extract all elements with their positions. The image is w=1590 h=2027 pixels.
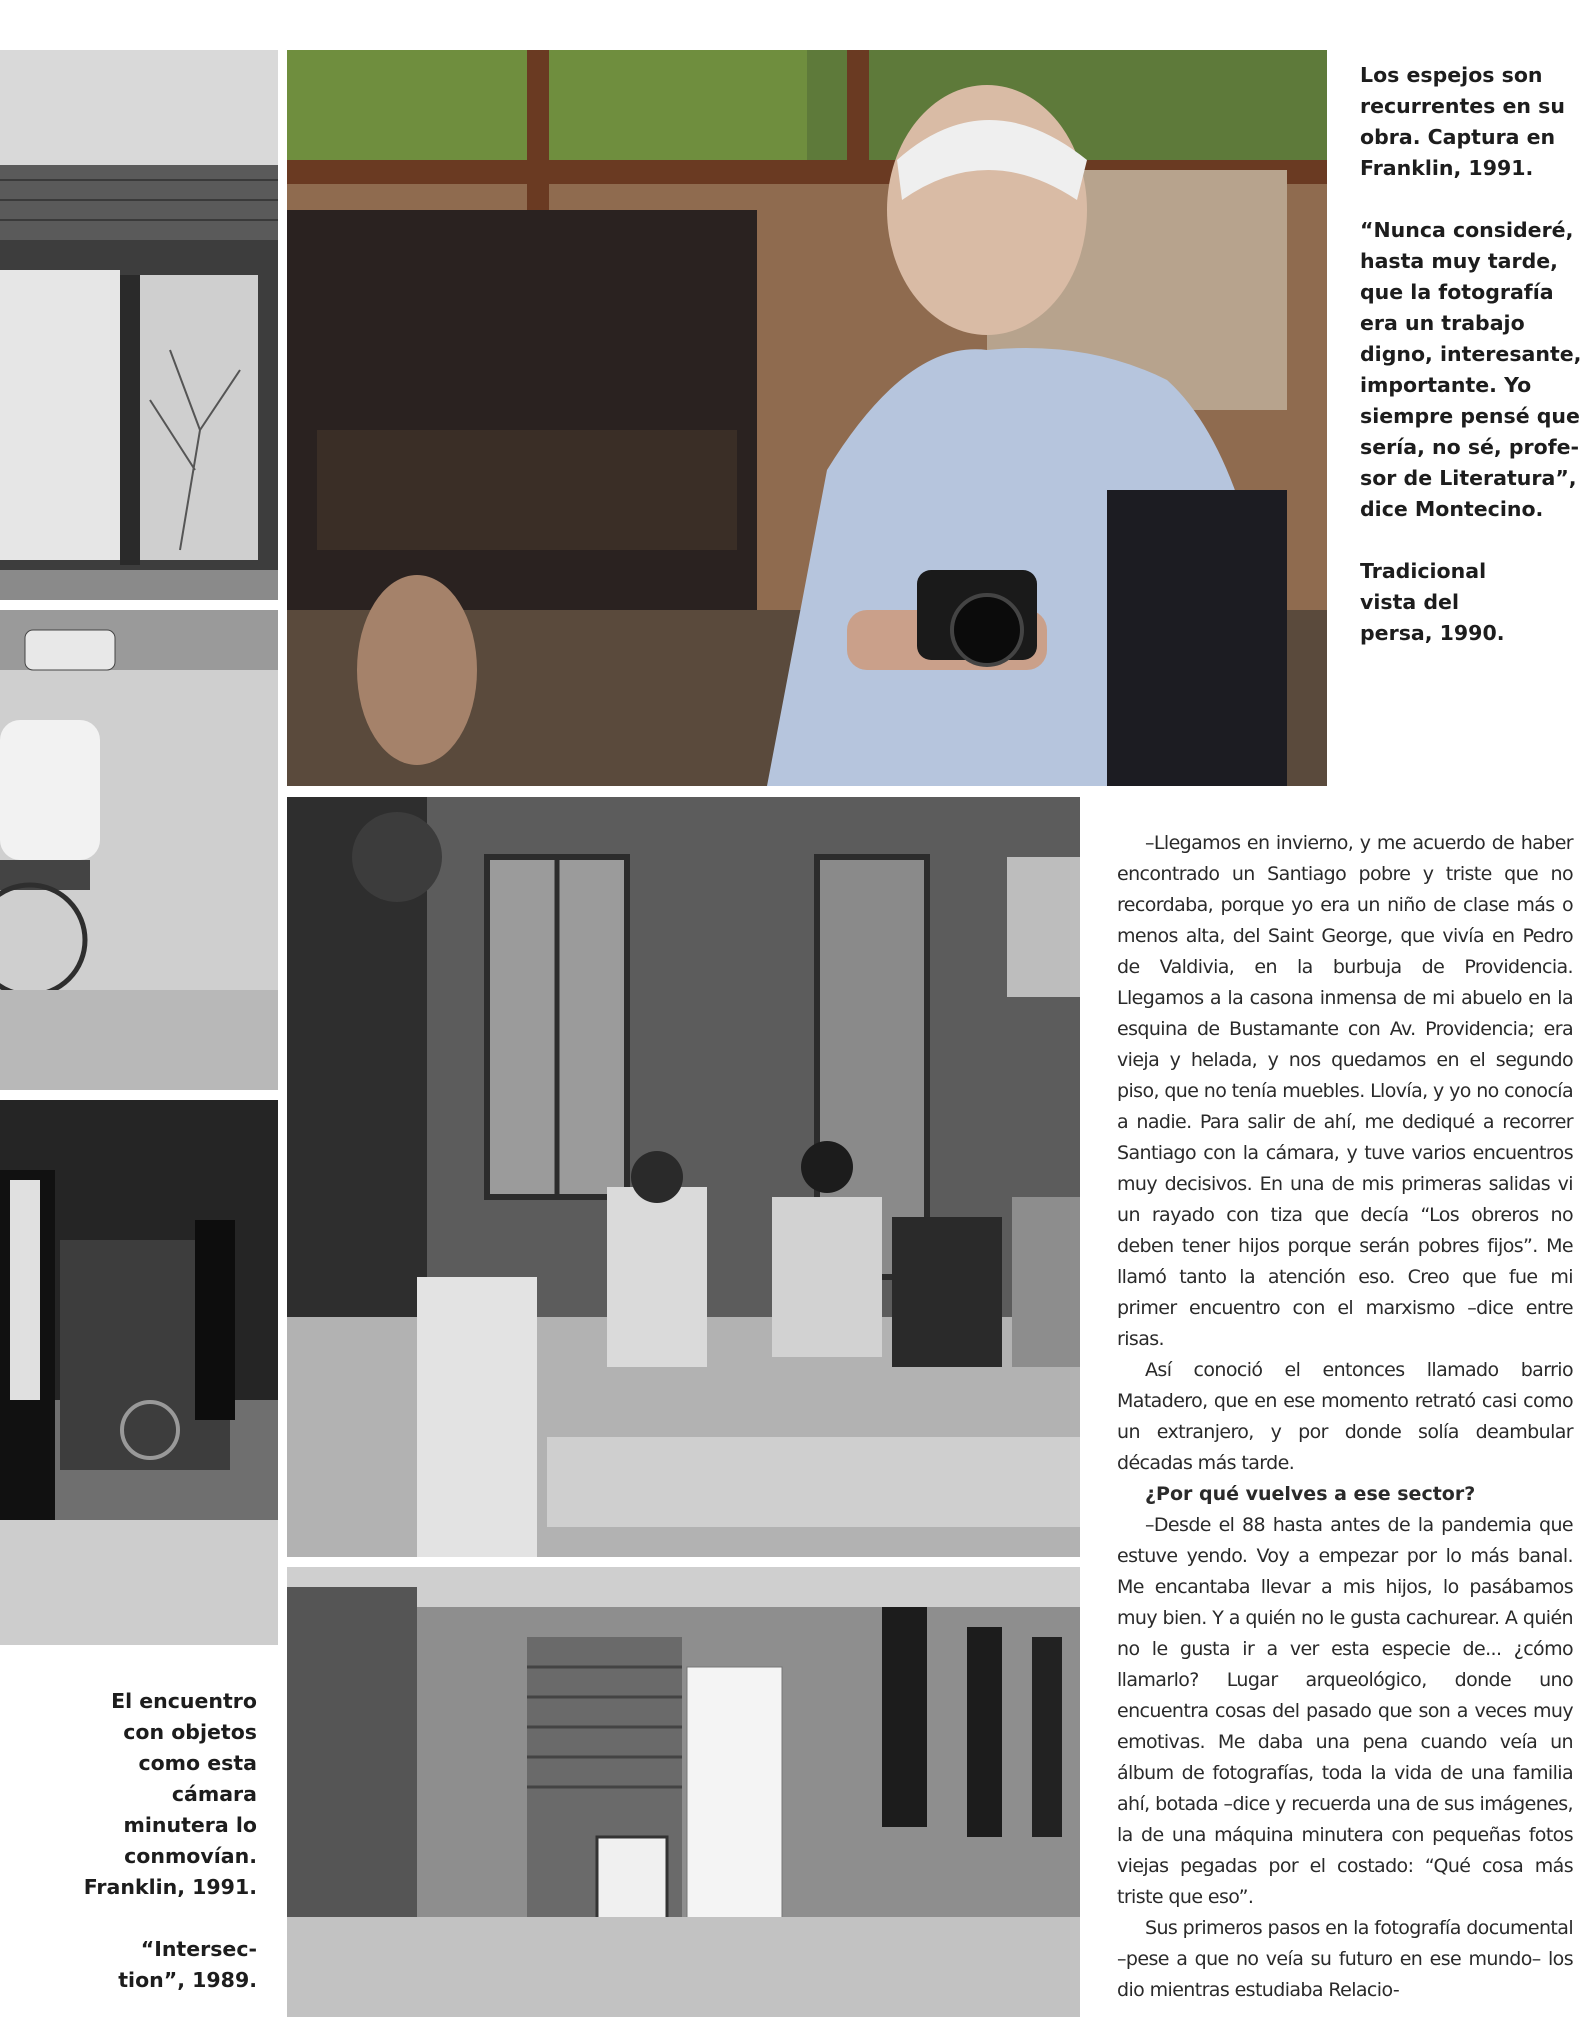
caption-line: cámara — [171, 1782, 257, 1806]
quote-line: dice Montecino. — [1360, 497, 1544, 521]
photo-sidewalk-vendors — [287, 797, 1080, 1557]
article-paragraph: Así conoció el entonces llamado barrio Matadero, que en ese momento retrató casi como un extranjero, y por donde solía deambular décadas más tarde. — [1117, 1359, 1573, 1474]
caption-line: Franklin, 1991. — [1360, 156, 1534, 180]
caption-line: Franklin, 1991. — [83, 1875, 257, 1899]
quote-line: hasta muy tarde, — [1360, 249, 1558, 273]
quote-line: sería, no sé, profe- — [1360, 435, 1580, 459]
quote-line: importante. Yo — [1360, 373, 1532, 397]
caption-line: conmovían. — [124, 1844, 257, 1868]
caption-line: vista del — [1360, 590, 1459, 614]
quote-line: que la fotografía — [1360, 280, 1554, 304]
photo-portrait-photographer — [287, 50, 1327, 786]
photo-street-pram — [0, 610, 278, 1090]
caption-line: tion”, 1989. — [118, 1968, 257, 1992]
quote-line: “Nunca consideré, — [1360, 218, 1574, 242]
caption-persa — [1360, 556, 1590, 649]
caption-line: recurrentes en su — [1360, 94, 1565, 118]
article-paragraph: –Desde el 88 hasta antes de la pandemia que estuve yendo. Voy a empezar por lo más banal. Me encantaba llevar a mis hijos, lo pasábamos muy bien. Y a quién no le gusta cachurear. A quién no le gusta ir a ver esta especie de... ¿cómo llamarlo? Lugar arqueológico, donde uno encuentra cosas del pasado que son a veces muy emotivas. Me daba una pena cuando veía un álbum de fotografías, toda la vida de una familia ahí, botada –dice y recuerda una de sus imágenes, la de una máquina minutera con pequeñas fotos viejas pegadas por el costado: “Qué cosa más triste que eso”. — [1117, 1514, 1573, 1908]
quote-line: siempre pensé que — [1360, 404, 1580, 428]
interview-question: ¿Por qué vuelves a ese sector? — [1145, 1483, 1476, 1505]
article-paragraph: Sus primeros pasos en la fotografía documental –pese a que no veía su futuro en ese mundo– los dio mientras estudiaba Relacio- — [1117, 1917, 1573, 2001]
quote-line: era un trabajo — [1360, 311, 1525, 335]
caption-line: “Intersec- — [140, 1937, 257, 1961]
caption-intersection — [40, 1934, 257, 1996]
caption-line: como esta — [138, 1751, 257, 1775]
photo-intersection — [287, 1567, 1080, 2017]
quote-line: digno, interesante, — [1360, 342, 1582, 366]
caption-encounter — [40, 1686, 257, 1996]
photo-mirrors — [0, 50, 278, 600]
caption-line: minutera lo — [123, 1813, 257, 1837]
pull-quote — [1360, 215, 1590, 525]
article-body — [1117, 828, 1573, 2006]
article-paragraph: –Llegamos en invierno, y me acuerdo de haber encontrado un Santiago pobre y triste que no recordaba, porque yo era un niño de clase más o menos alta, del Saint George, que vivía en Pedro de Valdivia, en la burbuja de Providencia. Llegamos a la casona inmensa de mi abuelo en la esquina de Bustamante con Av. Providencia; era vieja y helada, y nos quedamos en el segundo piso, que no tenía muebles. Llovía, y yo no conocía a nadie. Para salir de ahí, me dediqué a recorrer Santiago con la cámara, y tuve varios encuentros muy decisivos. En una de mis primeras salidas vi un rayado con tiza que decía “Los obreros no deben tener hijos porque serán pobres fijos”. Me llamó tanto la atención eso. Creo que fue mi primer encuentro con el marxismo –dice entre risas. — [1117, 832, 1574, 1350]
caption-line: con objetos — [123, 1720, 257, 1744]
caption-line: obra. Captura en — [1360, 125, 1556, 149]
caption-line: Tradicional — [1360, 559, 1487, 583]
caption-line: El encuentro — [111, 1689, 257, 1713]
caption-line: Los espejos son — [1360, 63, 1543, 87]
quote-line: sor de Literatura”, — [1360, 466, 1577, 490]
photo-minutera-camera — [0, 1100, 278, 1645]
caption-line: persa, 1990. — [1360, 621, 1505, 645]
caption-mirrors — [1360, 60, 1590, 649]
